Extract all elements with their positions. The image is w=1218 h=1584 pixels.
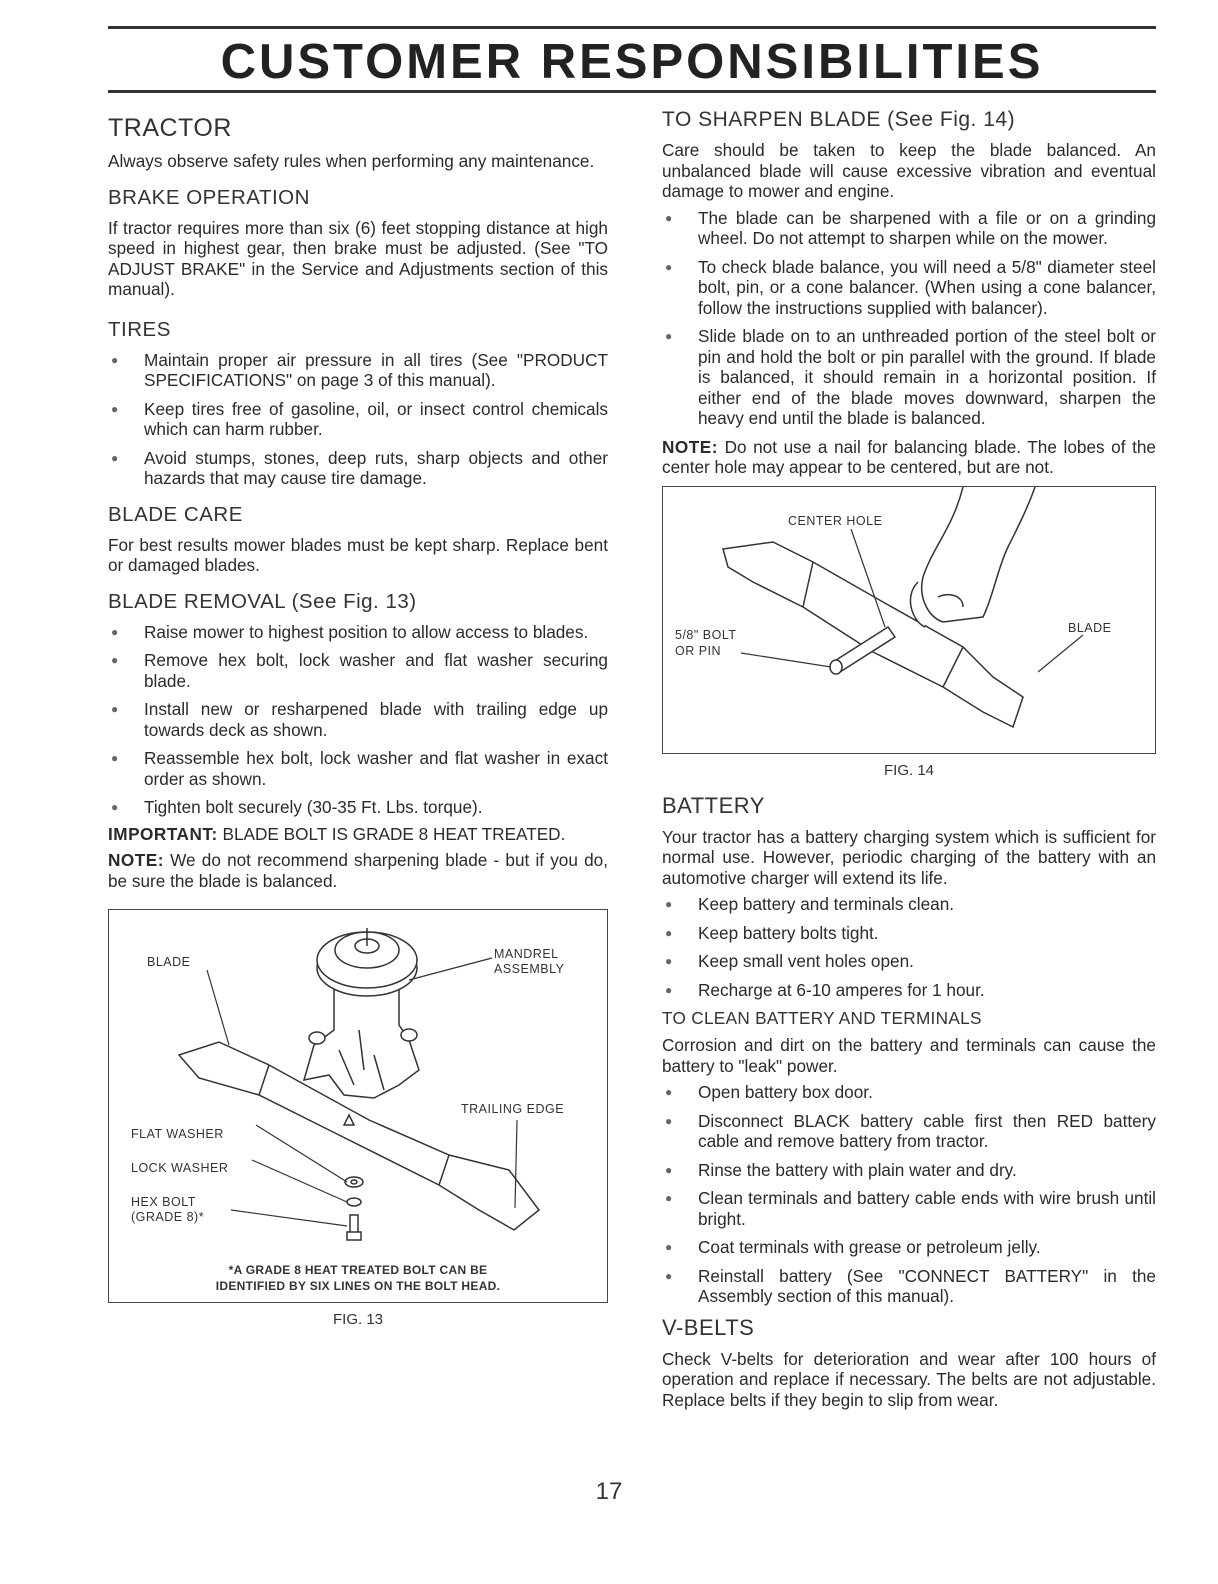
fig13-mandrel-label-2: ASSEMBLY (494, 962, 565, 976)
fig13-note-line-2: IDENTIFIED BY SIX LINES ON THE BOLT HEAD. (215, 1279, 501, 1293)
tractor-heading: TRACTOR (108, 114, 232, 142)
list-item: ● Keep battery bolts tight. (665, 922, 879, 943)
fig14-blade-label: BLADE (1068, 620, 1112, 635)
bullet-icon: ● (111, 653, 119, 667)
bullet-icon: ● (665, 1191, 673, 1205)
fig14-bolt-label-1: 5/8" BOLT (675, 627, 737, 642)
bullet-icon: ● (665, 897, 673, 911)
list-item: ● Open battery box door. (665, 1082, 873, 1102)
left-column (108, 106, 608, 1328)
bullet-icon: ● (665, 259, 673, 274)
fig14-bolt-label-2: OR PIN (675, 643, 722, 658)
list-item: ● Slide blade on to an unthreaded portion of the steel bolt or pin and hold the bolt or pin parallel with the ground. If blade is balanced, it should remain in a horizontal position. If either end of the blade moves downward, sharpen the heavy end until the blade is balanced. (665, 326, 1156, 428)
bullet-icon: ● (665, 954, 673, 968)
bullet-icon: ● (665, 1085, 673, 1099)
clean-battery-heading: TO CLEAN BATTERY AND TERMINALS (662, 1008, 982, 1028)
top-rule (108, 26, 1156, 29)
bullet-icon: ● (665, 1240, 673, 1254)
bullet-icon: ● (665, 1162, 673, 1177)
list-item: ● Reinstall battery (See "CONNECT BATTERY" in the Assembly section of this manual). (665, 1265, 1156, 1306)
mandrel-assembly-drawing (304, 928, 419, 1098)
brake-text: If tractor requires more than six (6) feet stopping distance at high speed in highest gear, then brake must be adjusted. (See "TO ADJUST BRAKE" in the Service and Adjustments section of this manual). (108, 217, 608, 299)
fig14-caption: FIG. 14 (883, 761, 935, 779)
figure-13 (108, 909, 608, 1303)
fig13-trailing-edge-label: TRAILING EDGE (461, 1102, 565, 1116)
fig13-flat-washer-label: FLAT WASHER (131, 1127, 224, 1141)
fig14-center-hole-label: CENTER HOLE (788, 513, 883, 528)
clean-battery-text: Corrosion and dirt on the battery and terminals can cause the battery to "leak" power. (662, 1035, 1156, 1076)
list-item: ● Disconnect BLACK battery cable first then RED battery cable and remove battery from tractor. (665, 1110, 1156, 1151)
bullet-icon: ● (665, 1113, 673, 1128)
sharpen-heading: TO SHARPEN BLADE (See Fig. 14) (662, 108, 1016, 131)
sharpening-note: NOTE: We do not recommend sharpening blade - but if you do, be sure the blade is balanced. (108, 850, 608, 891)
tires-list (108, 350, 608, 489)
fig14-hand-drawing (910, 487, 1035, 627)
fig14-illustration (663, 487, 1155, 753)
blade-removal-list (108, 622, 608, 818)
fig13-lock-washer-label: LOCK WASHER (131, 1161, 229, 1175)
tires-heading: TIRES (108, 317, 171, 341)
page-number: 17 (595, 1478, 623, 1505)
clean-battery-list (662, 1082, 1156, 1307)
vbelts-heading: V-BELTS (662, 1314, 755, 1340)
bullet-icon: ● (665, 1268, 673, 1283)
battery-heading: BATTERY (662, 792, 765, 818)
right-column (662, 106, 1156, 1416)
list-item: ● Recharge at 6-10 amperes for 1 hour. (665, 979, 985, 1000)
figure-14 (662, 486, 1156, 754)
list-item: ● Tighten bolt securely (30-35 Ft. Lbs. torque). (111, 797, 483, 817)
sharpen-list (662, 208, 1156, 429)
list-item: ● Coat terminals with grease or petroleum jelly. (665, 1237, 1041, 1257)
bullet-icon: ● (111, 450, 119, 465)
fig13-hex-bolt-label-1: HEX BOLT (131, 1195, 196, 1209)
list-item: ● Clean terminals and battery cable ends with wire brush until bright. (665, 1188, 1156, 1229)
bullet-icon: ● (111, 401, 119, 416)
fig13-hex-bolt-label-2: (GRADE 8)* (131, 1210, 205, 1224)
list-item: ● Keep battery and terminals clean. (665, 894, 955, 914)
brake-heading: BRAKE OPERATION (108, 185, 310, 209)
list-item: ● Remove hex bolt, lock washer and flat washer securing blade. (111, 650, 608, 691)
fig13-caption: FIG. 13 (332, 1311, 384, 1328)
sharpen-text: Care should be taken to keep the blade balanced. An unbalanced blade will cause excessive vibration and eventual damage to mower and engine. (662, 140, 1156, 201)
important-note: IMPORTANT: BLADE BOLT IS GRADE 8 HEAT TREATED. (108, 823, 566, 844)
washers-bolt-drawing (345, 1177, 363, 1240)
list-item: ● Install new or resharpened blade with trailing edge up towards deck as shown. (111, 699, 608, 740)
bullet-icon: ● (111, 352, 119, 367)
title-underline-rule (108, 90, 1156, 93)
bullet-icon: ● (111, 624, 119, 639)
list-item: ● Reassemble hex bolt, lock washer and flat washer in exact order as shown. (111, 748, 608, 789)
battery-text: Your tractor has a battery charging system which is sufficient for normal use. However, periodic charging of the battery with an automotive charger will extend its life. (662, 826, 1156, 888)
bullet-icon: ● (665, 210, 673, 225)
vbelts-text: Check V-belts for deterioration and wear after 100 hours of operation and replace if necessary. The belts are not adjustable. Replace belts if they begin to slip from wear. (662, 1348, 1156, 1410)
blade-care-text: For best results mower blades must be kept sharp. Replace bent or damaged blades. (108, 534, 608, 575)
tractor-text: Always observe safety rules when performing any maintenance. (108, 151, 595, 171)
bullet-icon: ● (665, 329, 673, 343)
balancing-note: NOTE: Do not use a nail for balancing blade. The lobes of the center hole may appear to be centered, but are not. (662, 436, 1156, 477)
list-item: ● To check blade balance, you will need a 5/8" diameter steel bolt, pin, or a cone balancer. (When using a cone balancer, follow the instructions supplied with balancer). (665, 256, 1156, 318)
bullet-icon: ● (665, 982, 673, 997)
list-item: ● Raise mower to highest position to allow access to blades. (111, 621, 589, 642)
bullet-icon: ● (111, 751, 119, 765)
fig13-blade-label: BLADE (147, 955, 191, 969)
fig13-illustration (109, 910, 607, 1302)
blade-care-heading: BLADE CARE (108, 502, 243, 526)
list-item: ● Keep tires free of gasoline, oil, or insect control chemicals which can harm rubber. (111, 398, 608, 439)
fig13-mandrel-label-1: MANDREL (494, 947, 559, 961)
list-item: ● The blade can be sharpened with a file or on a grinding wheel. Do not attempt to sharpen while on the mower. (665, 207, 1156, 248)
list-item: ● Avoid stumps, stones, deep ruts, sharp objects and other hazards that may cause tire damage. (111, 447, 608, 488)
bullet-icon: ● (665, 925, 673, 940)
page-title: CUSTOMER RESPONSIBILITIES (220, 35, 1044, 89)
blade-removal-heading: BLADE REMOVAL (See Fig. 13) (108, 589, 417, 613)
list-item: ● Rinse the battery with plain water and dry. (665, 1159, 1017, 1180)
list-item: ● Keep small vent holes open. (665, 951, 914, 971)
battery-list (662, 894, 1156, 1000)
list-item: ● Maintain proper air pressure in all tires (See "PRODUCT SPECIFICATIONS" on page 3 of this manual). (111, 349, 608, 390)
fig13-note-line-1: *A GRADE 8 HEAT TREATED BOLT CAN BE (228, 1263, 488, 1277)
bullet-icon: ● (111, 800, 119, 814)
bullet-icon: ● (111, 702, 119, 716)
